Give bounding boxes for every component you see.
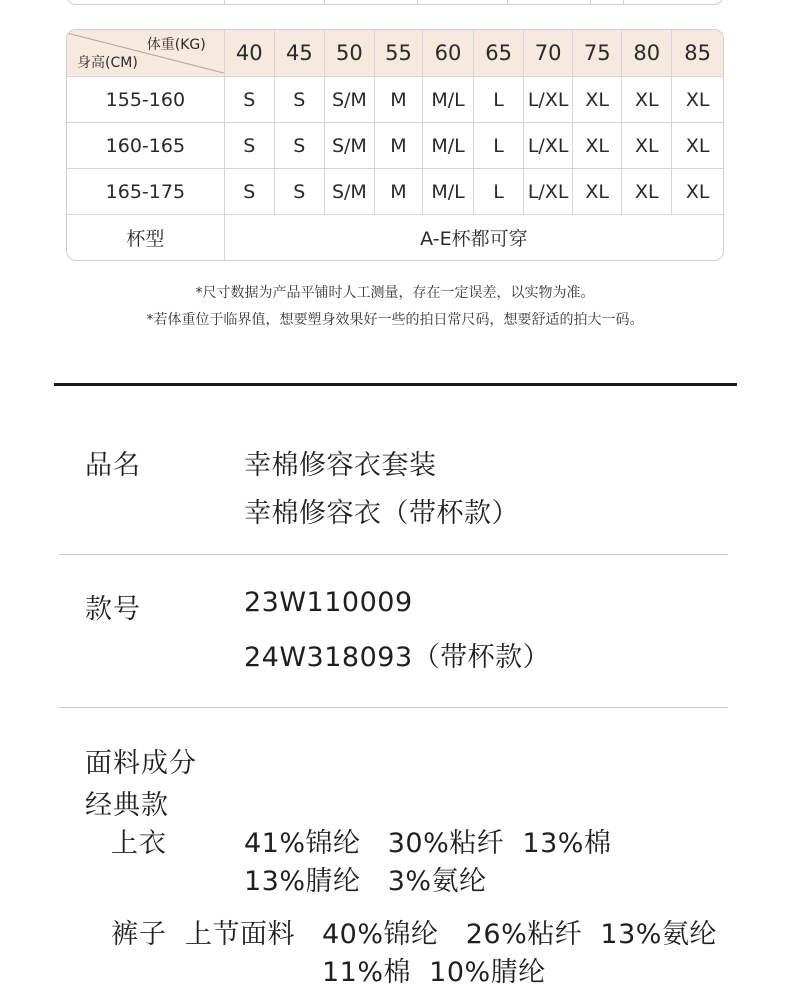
weight-header: 85 bbox=[672, 30, 723, 77]
measurement-note: *尺寸数据为产品平铺时人工测量，存在一定误差，以实物为准。 bbox=[195, 285, 595, 301]
size-chart-table bbox=[66, 29, 724, 261]
size-cell: M bbox=[374, 77, 422, 123]
header-corner-cell bbox=[67, 30, 224, 77]
height-axis-label: 身高(CM) bbox=[77, 55, 138, 71]
product-name-line: 幸棉修容衣套装 bbox=[244, 450, 437, 481]
size-cell: M/L bbox=[422, 169, 473, 215]
size-chart-row bbox=[67, 123, 723, 169]
height-range-cell: 160-165 bbox=[67, 123, 224, 169]
size-cell: S bbox=[224, 123, 274, 169]
top-fabric-line: 13%腈纶 3%氨纶 bbox=[244, 866, 487, 897]
size-cell: XL bbox=[622, 77, 672, 123]
top-garment-label: 上衣 bbox=[111, 828, 167, 859]
pants-fabric-line: 11%棉 10%腈纶 bbox=[322, 957, 546, 988]
row-divider bbox=[59, 707, 728, 708]
size-cell: L bbox=[474, 77, 524, 123]
size-cell: S/M bbox=[324, 169, 374, 215]
weight-header: 45 bbox=[274, 30, 324, 77]
product-name-label: 品名 bbox=[85, 450, 141, 481]
size-cell: M bbox=[374, 169, 422, 215]
size-cell: M bbox=[374, 123, 422, 169]
height-range-cell: 155-160 bbox=[67, 77, 224, 123]
size-cell: S/M bbox=[324, 123, 374, 169]
weight-header: 55 bbox=[374, 30, 422, 77]
size-cell: M/L bbox=[422, 77, 473, 123]
size-cell: XL bbox=[672, 77, 723, 123]
weight-header: 50 bbox=[324, 30, 374, 77]
classic-style-label: 经典款 bbox=[85, 790, 169, 821]
size-cell: S bbox=[274, 169, 324, 215]
size-cell: S bbox=[224, 77, 274, 123]
weight-header: 80 bbox=[622, 30, 672, 77]
size-cell: L/XL bbox=[524, 77, 573, 123]
size-chart-header-row bbox=[67, 30, 723, 77]
previous-table-remnant bbox=[66, 0, 724, 5]
size-cell: L bbox=[474, 123, 524, 169]
style-code-line: 24W318093（带杯款） bbox=[244, 642, 551, 673]
weight-header: 75 bbox=[573, 30, 622, 77]
size-cell: S bbox=[274, 77, 324, 123]
height-range-cell: 165-175 bbox=[67, 169, 224, 215]
size-cell: L bbox=[474, 169, 524, 215]
size-cell: XL bbox=[573, 169, 622, 215]
top-fabric-line: 41%锦纶 30%粘纤 13%棉 bbox=[244, 828, 612, 859]
style-code-label: 款号 bbox=[85, 594, 141, 625]
size-cell: XL bbox=[573, 123, 622, 169]
weight-header: 70 bbox=[524, 30, 573, 77]
size-cell: XL bbox=[672, 169, 723, 215]
style-code-line: 23W110009 bbox=[244, 587, 413, 618]
size-cell: XL bbox=[573, 77, 622, 123]
weight-header: 65 bbox=[474, 30, 524, 77]
cup-type-row bbox=[67, 215, 723, 261]
weight-header: 60 bbox=[422, 30, 473, 77]
cup-type-label: 杯型 bbox=[67, 215, 224, 261]
cup-type-value: A-E杯都可穿 bbox=[224, 215, 723, 261]
size-cell: L/XL bbox=[524, 123, 573, 169]
size-cell: S bbox=[224, 169, 274, 215]
fabric-label: 面料成分 bbox=[85, 748, 197, 779]
size-cell: M/L bbox=[422, 123, 473, 169]
size-cell: XL bbox=[622, 123, 672, 169]
size-advice-note: *若体重位于临界值，想要塑身效果好一些的拍日常尺码，想要舒适的拍大一码。 bbox=[146, 312, 644, 328]
pants-fabric-line: 40%锦纶 26%粘纤 13%氨纶 bbox=[322, 919, 717, 950]
section-divider bbox=[54, 383, 737, 386]
size-cell: XL bbox=[672, 123, 723, 169]
pants-label: 裤子 bbox=[111, 919, 167, 950]
product-name-line: 幸棉修容衣（带杯款） bbox=[244, 498, 519, 529]
size-cell: L/XL bbox=[524, 169, 573, 215]
weight-header: 40 bbox=[224, 30, 274, 77]
weight-axis-label: 体重(KG) bbox=[146, 37, 206, 53]
size-chart-row bbox=[67, 169, 723, 215]
size-chart-row bbox=[67, 77, 723, 123]
size-cell: S bbox=[274, 123, 324, 169]
row-divider bbox=[59, 554, 728, 555]
size-cell: XL bbox=[622, 169, 672, 215]
pants-upper-fabric-label: 上节面料 bbox=[185, 919, 295, 950]
size-cell: S/M bbox=[324, 77, 374, 123]
